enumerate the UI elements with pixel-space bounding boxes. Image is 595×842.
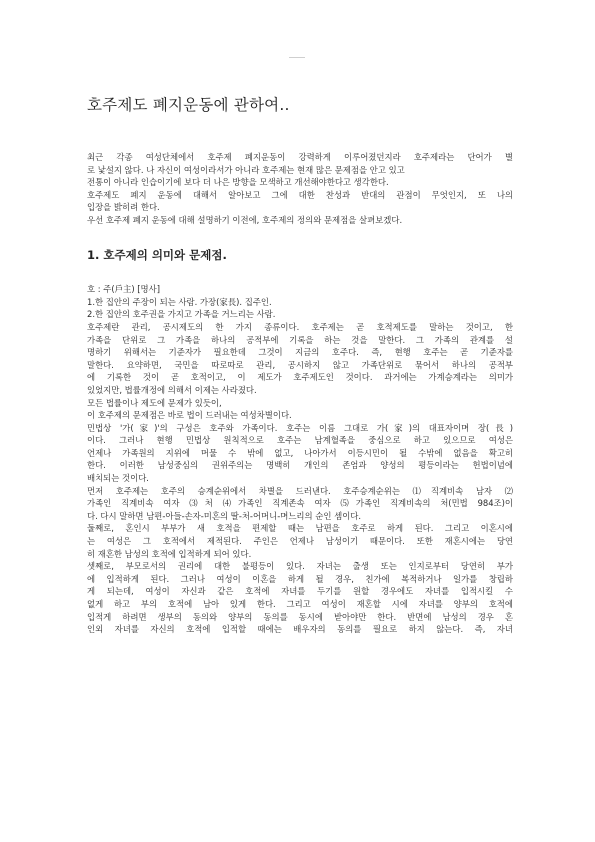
- text-line: 호주제란 관리, 공시제도의 한 가지 종류이다. 호주제는 곧 호적제도를 말하는 것이고, 한: [87, 321, 513, 332]
- document-title: 호주제도 폐지운동에 관하여..: [87, 96, 290, 114]
- intro-paragraph: [87, 151, 513, 227]
- text-line: 히 재혼한 남성의 호적에 입적하게 되어 있다.: [87, 548, 252, 559]
- text-line: 셋째로, 부모로서의 권리에 대한 불평등이 있다. 자녀는 출생 또는 인지로부터 당연히 부가: [87, 561, 513, 572]
- section-body: [87, 283, 513, 636]
- text-line: 입장을 밝히려 한다.: [87, 202, 160, 213]
- text-line: 가족을 단위로 그 가족을 하나의 공적부에 기록을 하는 것을 말한다. 그 가족의 관계를 설: [87, 334, 513, 345]
- text-line: 배치되는 것이다.: [87, 473, 149, 484]
- document-body: [87, 151, 513, 636]
- text-line: 말한다. 요약하면, 국민을 따로따로 관리, 공시하지 않고 가족단위로 묶어서 하나의 공적부: [87, 359, 513, 370]
- text-line: 최근 각종 여성단체에서 호주제 폐지운동이 강력하게 이루어졌던지라 호주제라는 단어가 별: [87, 152, 513, 162]
- text-line: 없게 하고 부의 호적에 남아 있게 한다. 그리고 여성이 재혼할 시에 자녀를 양부의 호적에: [87, 599, 513, 609]
- text-line: 로 낯설지 않다. 나 자신이 여성이라서가 아니라 호주제는 현재 많은 문제점을 안고 있고: [87, 164, 405, 175]
- text-line: 있었지만, 법률개정에 의해서 이제는 사라졌다.: [87, 384, 257, 395]
- header-rule: [289, 57, 305, 58]
- text-line: 명하기 위해서는 기준자가 필요한데 그것이 지금의 호주다. 즉, 현행 호주는 곧 기준자를: [87, 347, 513, 358]
- section-heading: 1. 호주제의 의미와 문제점.: [87, 248, 227, 263]
- text-line: 이다. 그러나 현행 민법상 원칙적으로 호주는 남계혈족을 중심으로 하고 있으므로 여성은: [87, 435, 513, 446]
- text-line: 호주제도 폐지 운동에 대해서 알아보고 그에 대한 찬성과 반대의 관점이 무엇인지, 또 나의: [87, 189, 513, 200]
- text-line: 에 입적하게 된다. 그러나 여성이 이혼을 하게 될 경우, 친가에 복적하거나 일가를 창립하: [87, 573, 513, 584]
- text-line: 다. 다시 말하면 남편-아들-손자-미혼의 딸-처-어머니-며느리의 순인 셈이다.: [87, 510, 362, 521]
- text-line: 1.한 집안의 주장이 되는 사람. 가장(家長). 집주인.: [87, 296, 272, 307]
- text-line: 에 기록한 것이 곧 호적이고, 이 제도가 호주제도인 것이다. 과거에는 가계승계라는 의미가: [87, 372, 513, 383]
- text-line: 이 호주제의 문제점은 바로 법이 드러내는 여성차별이다.: [87, 410, 292, 421]
- text-line: 민법상 '가(家)'의 구성은 호주와 가족이다. 호주는 이름 그대로 가(家)의 대표자이며 장(長): [87, 422, 513, 433]
- paragraph-gap: [87, 227, 513, 240]
- text-line: 입적게 하려면 생부의 동의와 양부의 동의를 동시에 받아야만 한다. 반면에 남성의 경우 혼: [87, 611, 513, 622]
- text-line: 2.한 집안의 호주권을 가지고 가족을 거느리는 사람.: [87, 309, 276, 320]
- text-line: 한다. 이러한 남성중심의 권위주의는 명백히 개인의 존엄과 양성의 평등이라는 헌법이념에: [87, 460, 513, 471]
- text-line: 둘째로, 혼인시 부부가 새 호적을 편제할 때는 남편을 호주로 하게 된다. 그리고 이혼시에: [87, 523, 513, 534]
- text-line: 가족인 직계비속 여자 ⑶처 ⑷가족인 직계존속 여자 ⑸가족인 직계비속의 처(민법 984조)이: [87, 498, 513, 509]
- text-line: 호 : 주(戶主) [명사]: [87, 284, 160, 295]
- text-line: 언제나 가족원의 지위에 머물 수 밖에 없고, 나아가서 이등시민이 될 수밖에 없음을 확고히: [87, 447, 513, 458]
- text-line: 모든 법률이나 제도에 문제가 있듯이,: [87, 397, 222, 408]
- text-line: 전통이 아니라 인습이기에 보다 더 나은 방향을 모색하고 개선해야한다고 생각한다.: [87, 177, 389, 188]
- text-line: 는 여성은 그 호적에서 제적된다. 주인은 언제나 남성이기 때문이다. 또한 재혼시에는 당연: [87, 536, 513, 547]
- text-line: 우선 호주제 폐지 운동에 대해 설명하기 이전에, 호주제의 정의와 문제점을 살펴보겠다.: [87, 214, 403, 225]
- text-line: 인외 자녀를 자신의 호적에 입적할 때에는 배우자의 동의를 필요로 하지 않는다. 즉, 자녀: [87, 624, 513, 635]
- text-line: 게 되는데, 여성이 자신과 같은 호적에 자녀를 두기를 원할 경우에도 자녀를 입적시킬 수: [87, 586, 513, 597]
- text-line: 먼저 호주제는 호주의 승계순위에서 차별을 드러낸다. 호주승계순위는 ⑴직계비속 남자 ⑵: [87, 485, 513, 496]
